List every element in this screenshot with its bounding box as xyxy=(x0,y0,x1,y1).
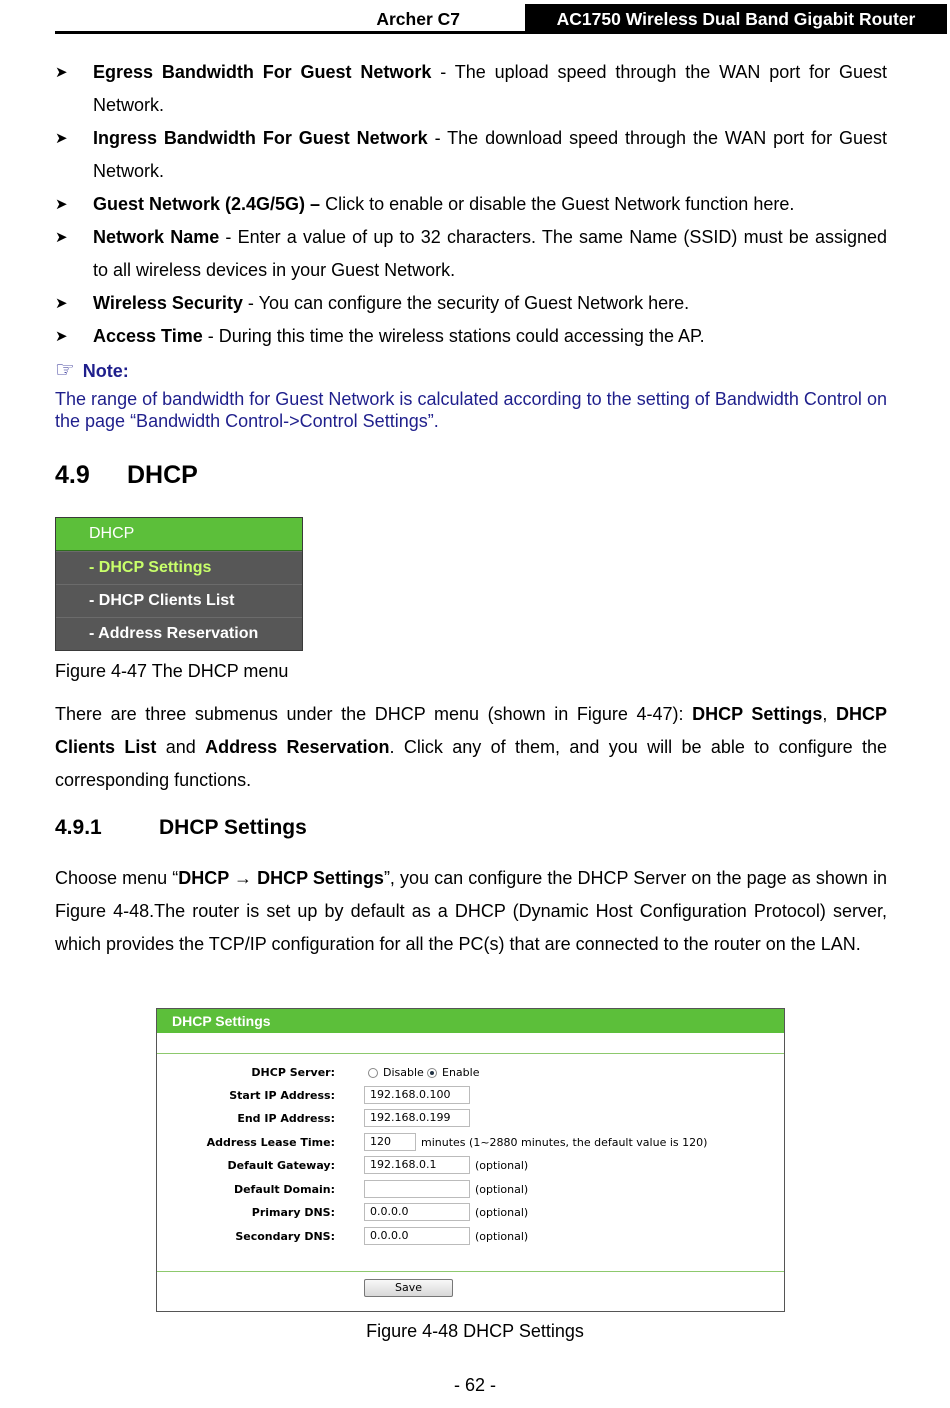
list-item xyxy=(55,188,887,221)
list-item xyxy=(55,320,887,353)
start-ip-input[interactable]: 192.168.0.100 xyxy=(364,1086,470,1104)
paragraph xyxy=(55,862,887,961)
end-ip-row xyxy=(157,1108,784,1130)
description: The upload speed through the WAN port for Guest Network. xyxy=(93,62,887,115)
note-label-text: Note: xyxy=(82,361,129,381)
arrow-icon: → xyxy=(228,868,258,888)
disable-radio[interactable] xyxy=(368,1068,378,1078)
radio-label: Enable xyxy=(442,1066,480,1079)
term: Access Time xyxy=(93,326,203,346)
bold-text: DHCP Settings xyxy=(257,868,384,888)
text: . Click any of them, and you will be able to configure the corresponding functions. xyxy=(55,737,887,790)
description: During this time the wireless stations could accessing the AP. xyxy=(218,326,705,346)
field-label: Address Lease Time: xyxy=(206,1136,335,1149)
primary-dns-input[interactable]: 0.0.0.0 xyxy=(364,1203,470,1221)
secondary-dns-input[interactable]: 0.0.0.0 xyxy=(364,1227,470,1245)
term: Guest Network (2.4G/5G) – xyxy=(93,194,321,214)
list-item xyxy=(55,221,887,287)
bullet-arrow-icon: ➤ xyxy=(55,229,68,246)
text: ”, you can configure the DHCP Server on the page as shown in Figure 4-48.The router is set up by default as a DHCP (Dynamic Host Configuration Protocol) server, which provides the TCP/IP configuration for all the PC(s) that are connected to the router on the LAN. xyxy=(55,868,888,954)
page-number: - 62 - xyxy=(453,1375,496,1395)
lease-hint: minutes (1~2880 minutes, the default value is 120) xyxy=(421,1136,708,1149)
optional-hint: (optional) xyxy=(475,1230,529,1243)
bold-text: DHCP Settings xyxy=(692,704,823,724)
separator: - xyxy=(427,128,448,148)
enable-option[interactable] xyxy=(427,1066,479,1079)
figure-caption: Figure 4-47 The DHCP menu xyxy=(55,661,289,681)
bold-text: DHCP xyxy=(178,868,229,888)
paragraph xyxy=(55,698,887,797)
figure-caption: Figure 4-48 DHCP Settings xyxy=(366,1321,584,1341)
header-rule xyxy=(55,31,892,34)
gateway-row xyxy=(157,1155,784,1177)
description: Click to enable or disable the Guest Network function here. xyxy=(325,194,795,214)
lease-time-row xyxy=(157,1132,784,1154)
menu-item-dhcp-clients-list[interactable]: - DHCP Clients List xyxy=(56,584,302,617)
separator: - xyxy=(242,293,259,313)
gateway-input[interactable]: 192.168.0.1 xyxy=(364,1156,470,1174)
bullet-arrow-icon: ➤ xyxy=(55,130,68,147)
bullet-arrow-icon: ➤ xyxy=(55,196,68,213)
bold-text: Address Reservation xyxy=(205,737,390,757)
optional-hint: (optional) xyxy=(475,1159,529,1172)
separator: - xyxy=(202,326,219,346)
text: and xyxy=(156,737,206,757)
section-heading xyxy=(55,461,198,490)
pointing-hand-icon: ☞ xyxy=(55,357,75,382)
dhcp-server-row xyxy=(157,1062,784,1084)
list-item xyxy=(55,122,887,188)
term: Ingress Bandwidth For Guest Network xyxy=(93,128,428,148)
menu-item-address-reservation[interactable]: - Address Reservation xyxy=(56,617,302,650)
bullet-arrow-icon: ➤ xyxy=(55,64,68,81)
primary-dns-row xyxy=(157,1202,784,1224)
field-label: DHCP Server: xyxy=(251,1066,335,1079)
secondary-dns-row xyxy=(157,1226,784,1248)
bullet-arrow-icon: ➤ xyxy=(55,328,68,345)
field-label: Default Domain: xyxy=(233,1183,335,1196)
text: There are three submenus under the DHCP menu (shown in Figure 4-47): xyxy=(55,704,693,724)
panel-title: DHCP Settings xyxy=(157,1009,784,1033)
optional-hint: (optional) xyxy=(475,1183,529,1196)
subsection-title: DHCP Settings xyxy=(159,816,307,839)
term: Network Name xyxy=(93,227,220,247)
domain-input[interactable] xyxy=(364,1180,470,1198)
text: Choose menu “ xyxy=(55,868,179,888)
radio-label: Disable xyxy=(383,1066,424,1079)
dhcp-settings-panel xyxy=(156,1008,785,1312)
bullet-arrow-icon: ➤ xyxy=(55,295,68,312)
description: You can configure the security of Guest Network here. xyxy=(258,293,690,313)
field-label: Primary DNS: xyxy=(251,1206,335,1219)
list-item xyxy=(55,287,887,320)
field-label: Secondary DNS: xyxy=(235,1230,335,1243)
divider xyxy=(157,1271,784,1272)
page-header xyxy=(55,4,916,33)
header-title: AC1750 Wireless Dual Band Gigabit Router xyxy=(525,4,947,34)
field-label: Default Gateway: xyxy=(227,1159,335,1172)
text: , xyxy=(822,704,836,724)
field-label: End IP Address: xyxy=(237,1112,335,1125)
subsection-number: 4.9.1 xyxy=(55,816,102,839)
lease-time-input[interactable]: 120 xyxy=(364,1133,416,1151)
save-button[interactable]: Save xyxy=(364,1279,453,1297)
description: Enter a value of up to 32 characters. The same Name (SSID) must be assigned to all wireless devices in your Guest Network. xyxy=(93,227,888,280)
section-title: DHCP xyxy=(127,461,198,489)
dhcp-menu xyxy=(55,517,303,651)
disable-option[interactable] xyxy=(368,1066,424,1079)
divider xyxy=(157,1053,784,1054)
optional-hint: (optional) xyxy=(475,1206,529,1219)
menu-item-dhcp-settings[interactable]: - DHCP Settings xyxy=(56,551,302,584)
field-label: Start IP Address: xyxy=(229,1089,335,1102)
section-number: 4.9 xyxy=(55,461,90,489)
list-item xyxy=(55,56,887,122)
enable-radio[interactable] xyxy=(427,1068,437,1078)
separator: - xyxy=(431,62,455,82)
description: The download speed through the WAN port for Guest Network. xyxy=(93,128,888,181)
bold-text: DHCP Clients List xyxy=(55,704,887,757)
header-model: Archer C7 xyxy=(376,9,460,29)
note-label xyxy=(55,357,129,383)
end-ip-input[interactable]: 192.168.0.199 xyxy=(364,1109,470,1127)
domain-row xyxy=(157,1179,784,1201)
start-ip-row xyxy=(157,1085,784,1107)
note-text: The range of bandwidth for Guest Network is calculated according to the setting of Bandwidth Control on the page “Bandwidth Control->Control Settings”. xyxy=(55,389,887,431)
menu-header-dhcp[interactable]: DHCP xyxy=(56,518,302,551)
subsection-heading xyxy=(55,816,307,840)
term: Wireless Security xyxy=(93,293,243,313)
parameter-list xyxy=(55,56,887,353)
separator: - xyxy=(219,227,238,247)
term: Egress Bandwidth For Guest Network xyxy=(93,62,432,82)
